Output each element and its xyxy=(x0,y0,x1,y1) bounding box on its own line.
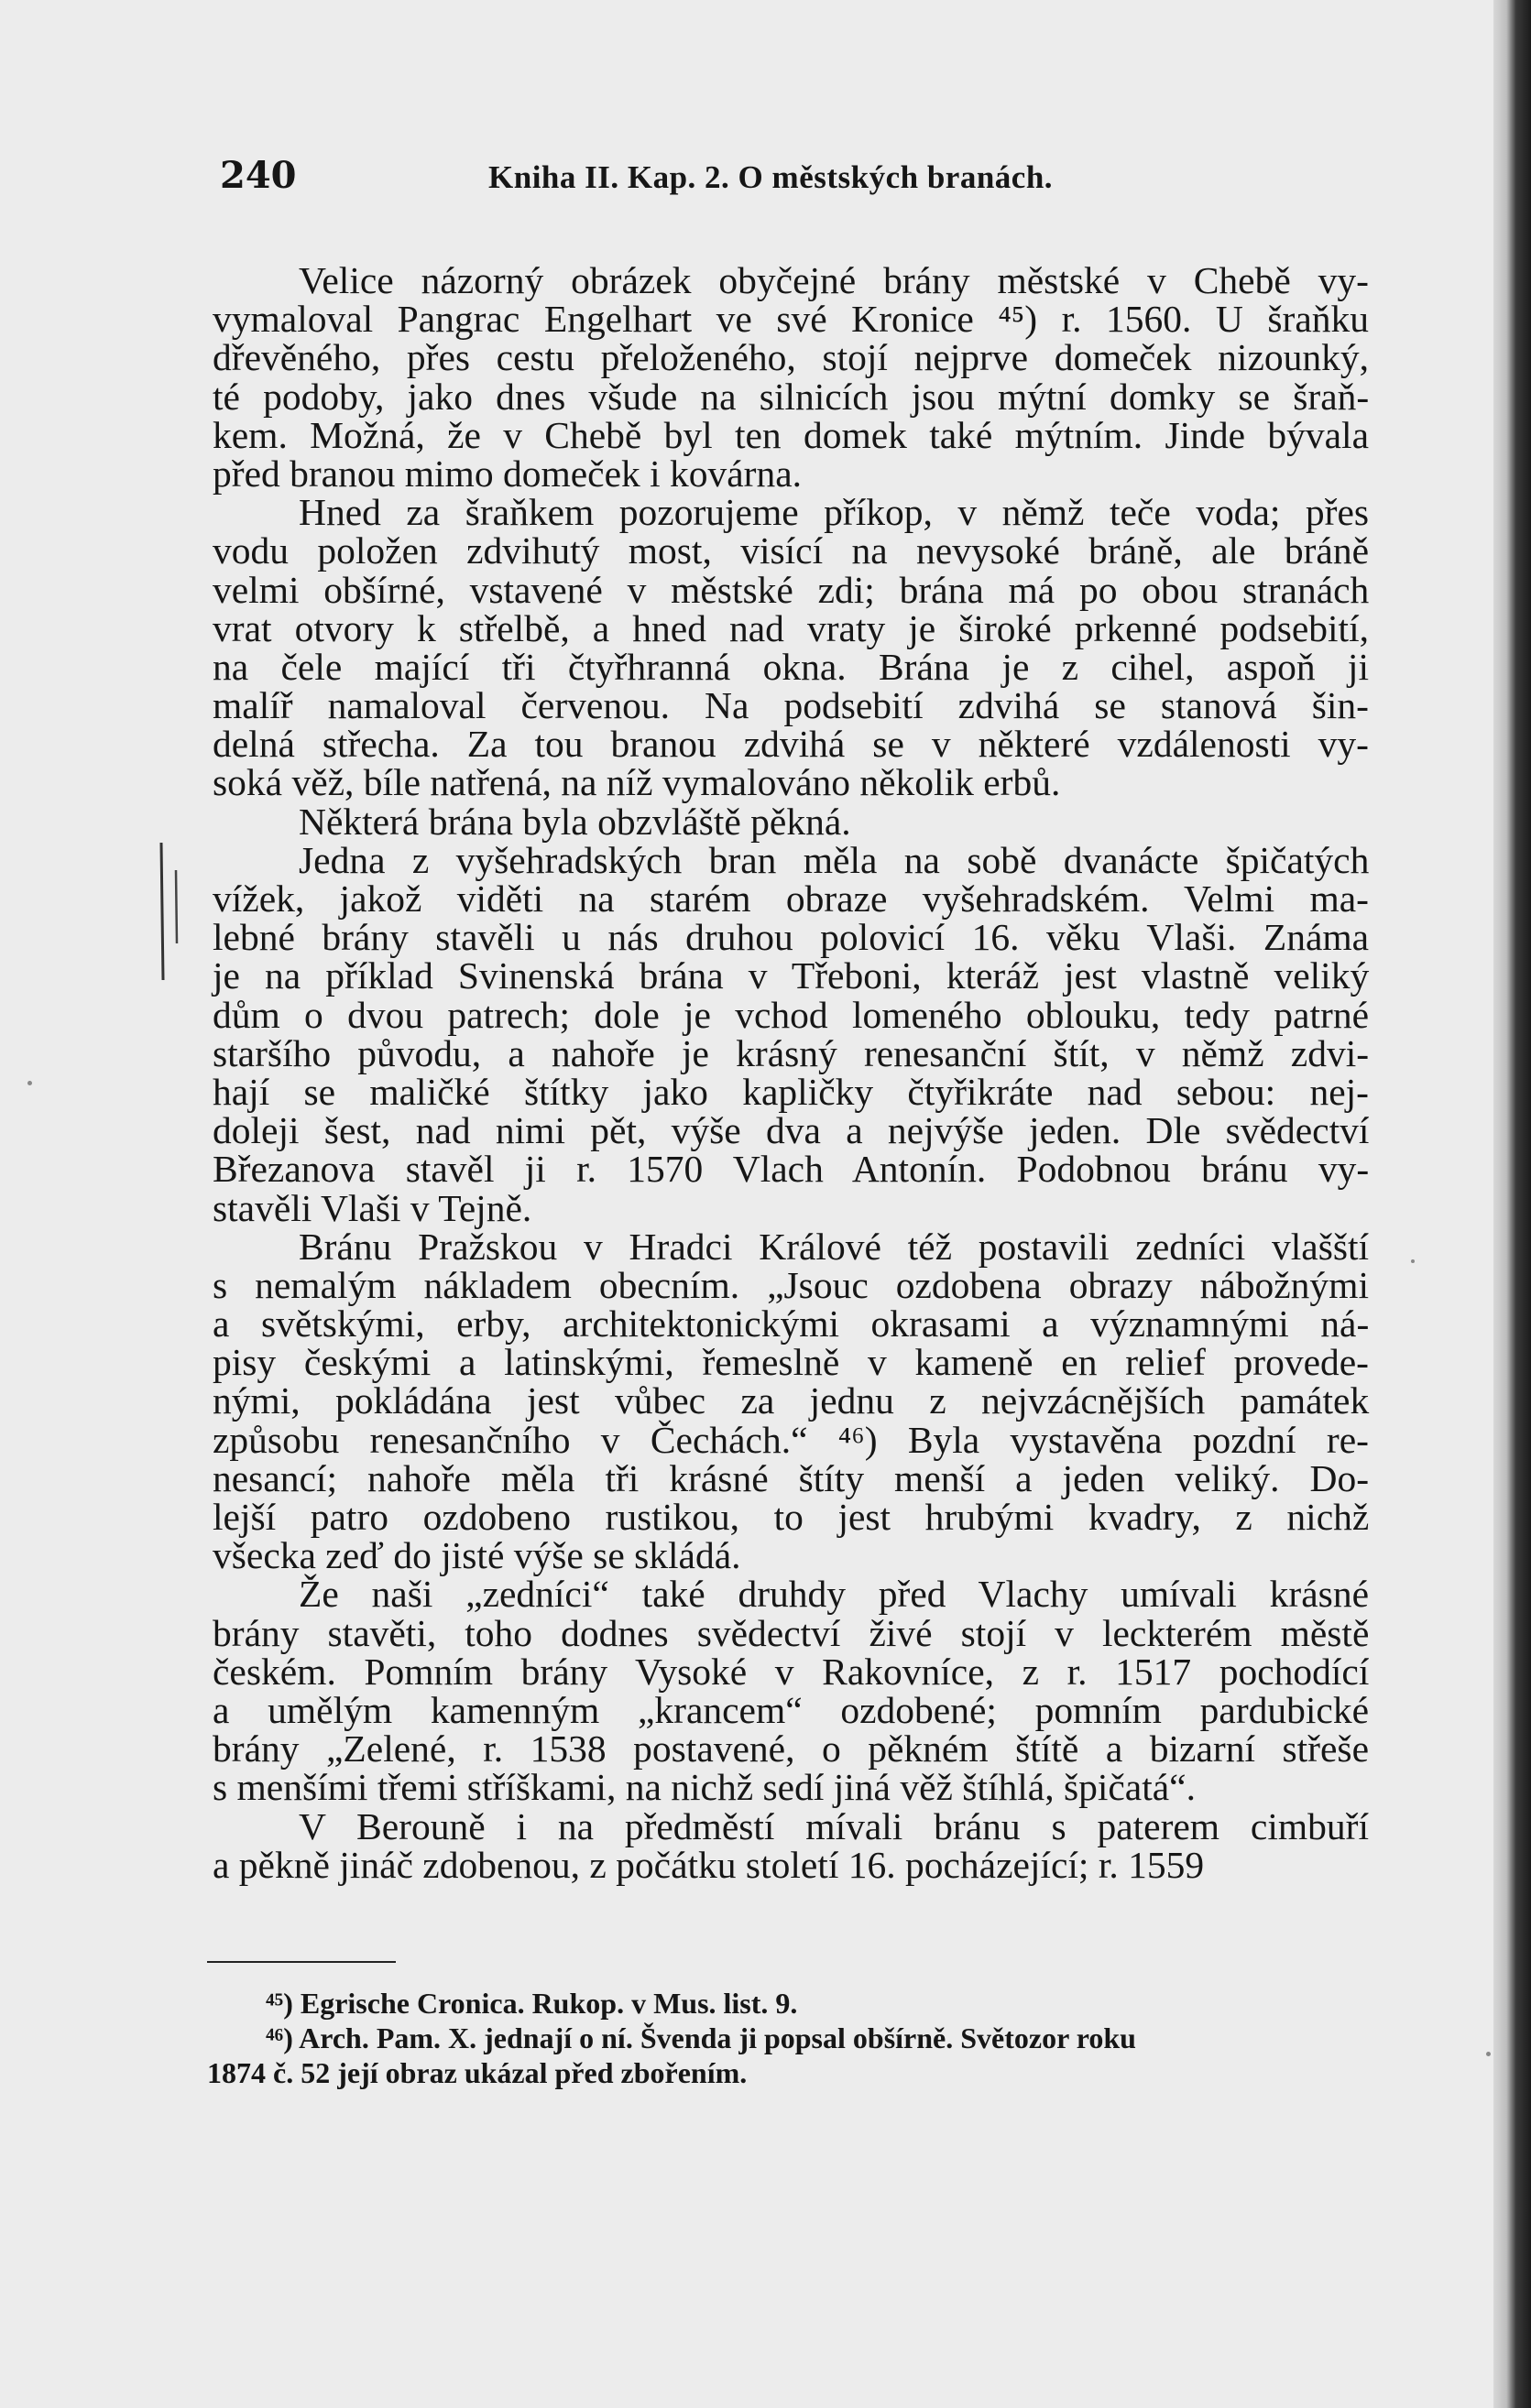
text-line: na čele mající tři čtyřhranná okna. Brána je z cihel, aspoň ji xyxy=(213,645,1369,688)
paper-speck xyxy=(1486,2052,1491,2056)
text-line: staršího původu, a nahoře je krásný renesanční štít, v němž zdvi- xyxy=(213,1031,1370,1074)
text-line: všecka zeď do jisté výše se skládá. xyxy=(213,1534,741,1577)
text-line: s menšími třemi stříškami, na nichž sedí jiná věž štíhlá, špičatá“. xyxy=(213,1766,1196,1809)
text-line: Březanova stavěl ji r. 1570 Vlach Antonín. Podobnou bránu vy- xyxy=(213,1148,1370,1191)
page-number: 240 xyxy=(220,154,297,197)
text-line: brány stavěti, toho dodnes svědectví živé stojí v leckterém městě xyxy=(213,1611,1370,1654)
text-line: nesancí; nahoře měla tři krásné štíty menší a jeden veliký. Do- xyxy=(213,1456,1370,1499)
margin-pencil-mark xyxy=(156,843,192,980)
text-line: způsobu renesančního v Čechách.“ ⁴⁶) Byla vystavěna pozdní re- xyxy=(213,1418,1369,1461)
paragraph xyxy=(213,838,1370,1229)
text-line: před branou mimo domeček i kovárna. xyxy=(213,452,803,495)
text-line: a světskými, erby, architektonickými okrasami a významnými ná- xyxy=(213,1302,1370,1346)
text-line: doleji šest, nad nimi pět, výše dva a nejvýše jeden. Dle svědectví xyxy=(213,1109,1370,1152)
text-line: s nemalým nákladem obecním. „Jsouc ozdobena obrazy nábožnými xyxy=(213,1263,1369,1306)
footnote: 1874 č. 52 její obraz ukázal před zbořením. xyxy=(207,2056,748,2089)
running-head xyxy=(220,154,1347,209)
text-line: lejší patro ozdobeno rustikou, to jest hrubými kvadry, z nichž xyxy=(213,1496,1370,1538)
chapter-title: Kniha II. Kap. 2. O městských branách. xyxy=(488,159,1054,195)
text-line: kem. Možná, že v Chebě byl ten domek také mýtním. Jinde bývala xyxy=(213,413,1369,456)
text-line: hají se maličké štítky jako kapličky čtyřikráte nad sebou: nej- xyxy=(213,1070,1369,1113)
text-line: V Berouně i na předměstí mívali bránu s paterem cimbuří xyxy=(299,1804,1369,1847)
text-line: vymaloval Pangrac Engelhart ve své Kronice ⁴⁵) r. 1560. U šraňku xyxy=(213,298,1369,341)
text-line: velmi obšírné, vstavené v městské zdi; brána má po obou stranách xyxy=(213,568,1370,611)
text-line: stavěli Vlaši v Tejně. xyxy=(213,1186,532,1229)
text-line: vodu položen zdvihutý most, visící na nevysoké bráně, ale bráně xyxy=(213,529,1369,572)
text-line: nými, pokládána jest vůbec za jednu z nejvzácnějších památek xyxy=(213,1379,1370,1422)
text-line: delná střecha. Za tou branou zdvihá se v některé vzdálenosti vy- xyxy=(213,723,1369,766)
paragraph xyxy=(213,1573,1370,1809)
paragraph xyxy=(213,261,1369,493)
text-line: dřevěného, přes cestu přeloženého, stojí nejprve domeček nizounký, xyxy=(213,336,1369,379)
paragraph xyxy=(213,1804,1369,1886)
paragraph xyxy=(213,1227,1369,1575)
footnote: ⁴⁵) Egrische Cronica. Rukop. v Mus. list. 9. xyxy=(266,1987,798,2020)
text-line: Že naši „zedníci“ také druhdy před Vlachy umívali krásné xyxy=(299,1573,1369,1616)
text-line: Jedna z vyšehradských bran měla na sobě dvanácte špičatých xyxy=(299,838,1370,881)
text-line: vrat otvory k střelbě, a hned nad vraty je široké prkenné podsebití, xyxy=(213,606,1369,649)
paper-speck xyxy=(1411,1259,1415,1263)
text-line: českém. Pomním brány Vysoké v Rakovníce, z r. 1517 pochodící xyxy=(213,1650,1370,1693)
text-line: brány „Zelené, r. 1538 postavené, o pěkném štítě a bizarní střeše xyxy=(213,1727,1369,1771)
footnote: ⁴⁶) Arch. Pam. X. jednají o ní. Švenda ji popsal obšírně. Světozor roku xyxy=(266,2021,1136,2054)
text-line: vížek, jakož viděti na starém obraze vyšehradském. Velmi ma- xyxy=(213,877,1369,920)
text-line: Hned za šraňkem pozorujeme příkop, v němž teče voda; přes xyxy=(299,491,1370,534)
text-line: dům o dvou patrech; dole je vchod lomeného oblouku, tedy patrné xyxy=(213,993,1369,1036)
paragraph xyxy=(213,493,1369,802)
text-line: pisy českými a latinskými, řemeslně v kameně en relief provede- xyxy=(213,1341,1369,1384)
text-line: a umělým kamenným „krancem“ ozdobené; pomním pardubické xyxy=(213,1688,1370,1731)
text-line: soká věž, bíle natřená, na níž vymalováno několik erbů. xyxy=(213,761,1061,804)
text-line: malíř namaloval červenou. Na podsebití zdvihá se stanová šin- xyxy=(213,684,1369,727)
text-line: Některá brána byla obzvláště pěkná. xyxy=(299,800,851,843)
text-line: Bránu Pražskou v Hradci Králové též postavili zedníci vlašští xyxy=(299,1225,1370,1268)
text-line: té podoby, jako dnes všude na silnicích jsou mýtní domky se šraň- xyxy=(213,375,1370,418)
body-text xyxy=(213,261,1369,1884)
text-line: a pěkně jináč zdobenou, z počátku století 16. pocházející; r. 1559 xyxy=(213,1843,1205,1886)
text-line: lebné brány stavěli u nás druhou polovicí 16. věku Vlaši. Známa xyxy=(213,916,1370,959)
paper-speck xyxy=(27,1081,32,1085)
footnotes xyxy=(207,1986,1352,2090)
text-line: je na příklad Svinenská brána v Třeboni, kteráž jest vlastně veliký xyxy=(213,954,1370,997)
paragraph xyxy=(213,802,1369,841)
footnote-rule xyxy=(207,1961,396,1963)
book-edge xyxy=(1493,0,1531,2408)
text-line: Velice názorný obrázek obyčejné brány městské v Chebě vy- xyxy=(299,259,1369,301)
